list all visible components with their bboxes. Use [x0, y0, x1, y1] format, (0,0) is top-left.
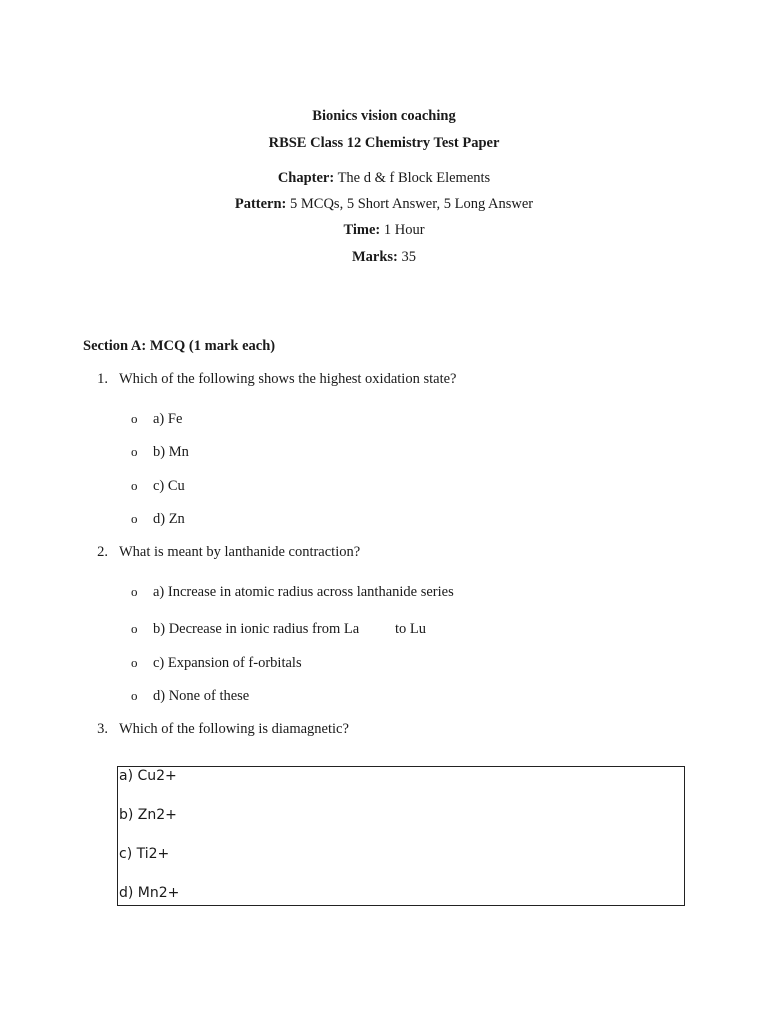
option-item: b) Mn [153, 444, 189, 460]
option-bullet: o [131, 584, 138, 599]
option-item-tail: to Lu [395, 621, 427, 637]
option-bullet: o [131, 511, 138, 526]
question-text: Which of the following is diamagnetic? [119, 721, 349, 737]
option-bullet: o [131, 655, 138, 670]
chapter-value: The d & f Block Elements [334, 170, 491, 186]
pattern-line [0, 196, 768, 213]
time-label: Time: [343, 222, 381, 238]
option-item: c) Expansion of f-orbitals [153, 655, 302, 671]
marks-value: 35 [397, 249, 417, 265]
pattern-label: Pattern: [234, 196, 287, 212]
time-value: 1 Hour [380, 222, 425, 238]
marks-line [0, 249, 768, 266]
marks-label: Marks: [351, 249, 398, 265]
time-line [0, 222, 768, 239]
option-item: c) Cu [153, 478, 185, 494]
option-bullet: o [131, 478, 138, 493]
option-bullet: o [131, 688, 138, 703]
option-item: a) Increase in atomic radius across lanthanide series [153, 584, 454, 600]
options-box [117, 766, 685, 906]
option-bullet: o [131, 621, 138, 636]
option-bullet: o [131, 444, 138, 459]
option-bullet: o [131, 411, 138, 426]
option-item: b) Decrease in ionic radius from La [153, 621, 360, 637]
question-number: 3. [97, 721, 108, 737]
question-number: 1. [97, 371, 108, 387]
pattern-value: 5 MCQs, 5 Short Answer, 5 Long Answer [286, 196, 534, 212]
question-number: 2. [97, 544, 108, 560]
paper-title: RBSE Class 12 Chemistry Test Paper [268, 135, 500, 151]
institute-name: Bionics vision coaching [312, 108, 456, 124]
chapter-line [0, 170, 768, 187]
option-item: d) Zn [153, 511, 185, 527]
option-item: c) Ti2+ [119, 846, 170, 862]
option-item: a) Fe [153, 411, 183, 427]
option-item: b) Zn2+ [119, 807, 177, 823]
option-item: d) Mn2+ [119, 885, 180, 901]
question-text: What is meant by lanthanide contraction? [119, 544, 361, 560]
option-item: d) None of these [153, 688, 250, 704]
option-item: a) Cu2+ [119, 768, 177, 784]
question-text: Which of the following shows the highest oxidation state? [119, 371, 457, 387]
section-a-heading: Section A: MCQ (1 mark each) [83, 338, 276, 354]
chapter-label: Chapter: [277, 170, 335, 186]
